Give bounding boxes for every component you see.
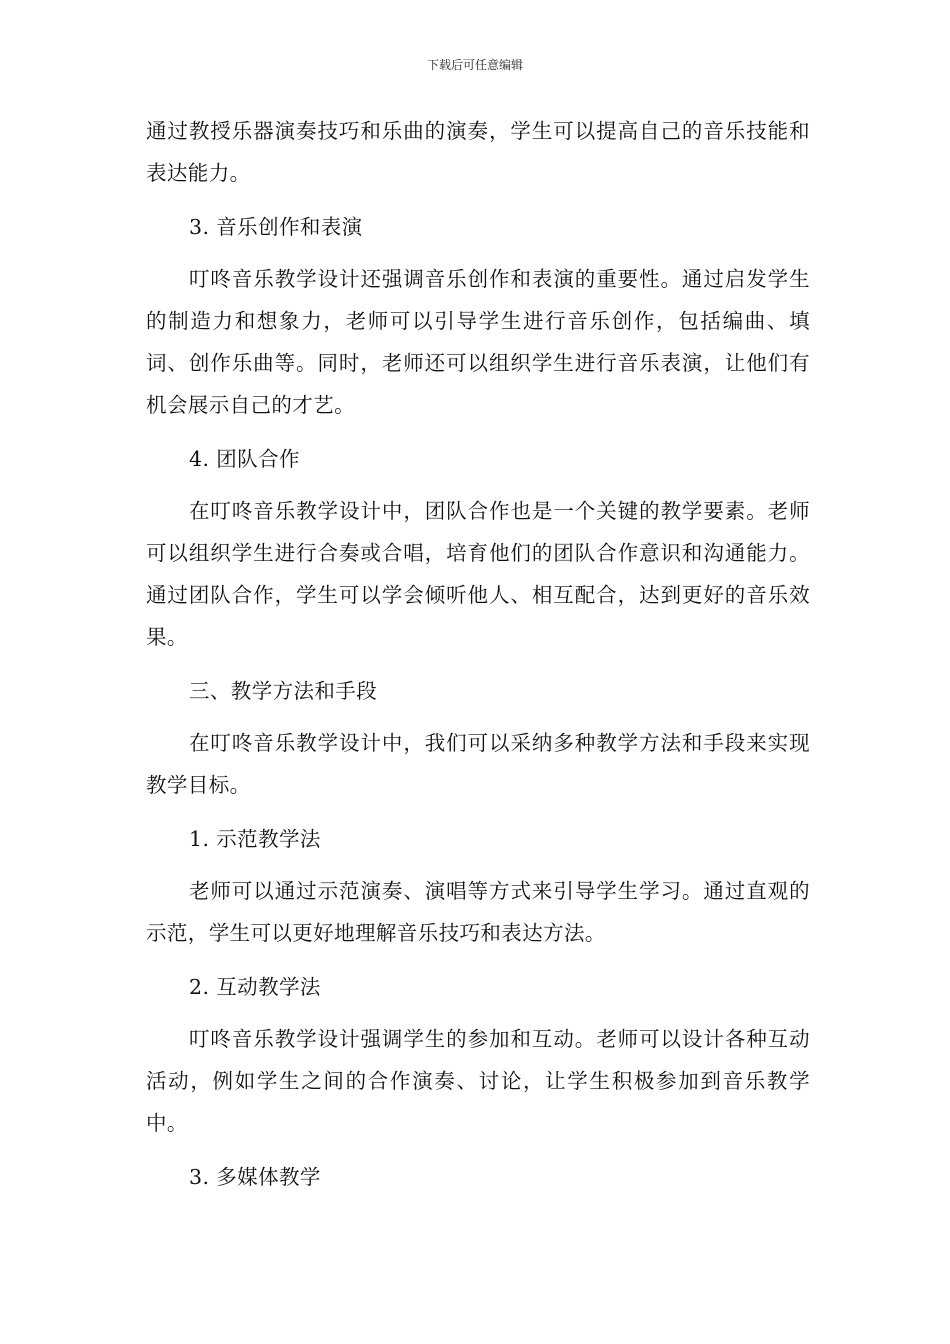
heading-teaching-methods: 三、教学方法和手段 <box>189 679 378 703</box>
heading-teamwork: 4. 团队合作 <box>189 447 300 471</box>
document-body <box>146 110 810 1208</box>
heading-interactive-method: 2. 互动教学法 <box>189 975 321 999</box>
paragraph-interactive-method: 叮咚音乐教学设计强调学生的参加和互动。老师可以设计各种互动活动，例如学生之间的合作演奏、讨论，让学生积极参加到音乐教学中。 <box>146 1027 810 1135</box>
page-header: 下载后可任意编辑 <box>426 58 523 72</box>
paragraph-teaching-methods: 在叮咚音乐教学设计中，我们可以采纳多种教学方法和手段来实现教学目标。 <box>146 731 810 797</box>
heading-music-creation: 3. 音乐创作和表演 <box>189 215 363 239</box>
heading-demonstration-method: 1. 示范教学法 <box>189 827 321 851</box>
paragraph-instrument-skills: 通过教授乐器演奏技巧和乐曲的演奏，学生可以提高自己的音乐技能和表达能力。 <box>146 119 810 185</box>
paragraph-demonstration-method: 老师可以通过示范演奏、演唱等方式来引导学生学习。通过直观的示范，学生可以更好地理解音乐技巧和表达方法。 <box>146 879 810 945</box>
paragraph-music-creation: 叮咚音乐教学设计还强调音乐创作和表演的重要性。通过启发学生的制造力和想象力，老师可以引导学生进行音乐创作，包括编曲、填词、创作乐曲等。同时，老师还可以组织学生进行音乐表演，让他们有机会展示自己的才艺。 <box>146 267 810 417</box>
heading-multimedia: 3. 多媒体教学 <box>189 1165 321 1189</box>
paragraph-teamwork: 在叮咚音乐教学设计中，团队合作也是一个关键的教学要素。老师可以组织学生进行合奏或合唱，培育他们的团队合作意识和沟通能力。通过团队合作，学生可以学会倾听他人、相互配合，达到更好的音乐效果。 <box>146 499 810 649</box>
